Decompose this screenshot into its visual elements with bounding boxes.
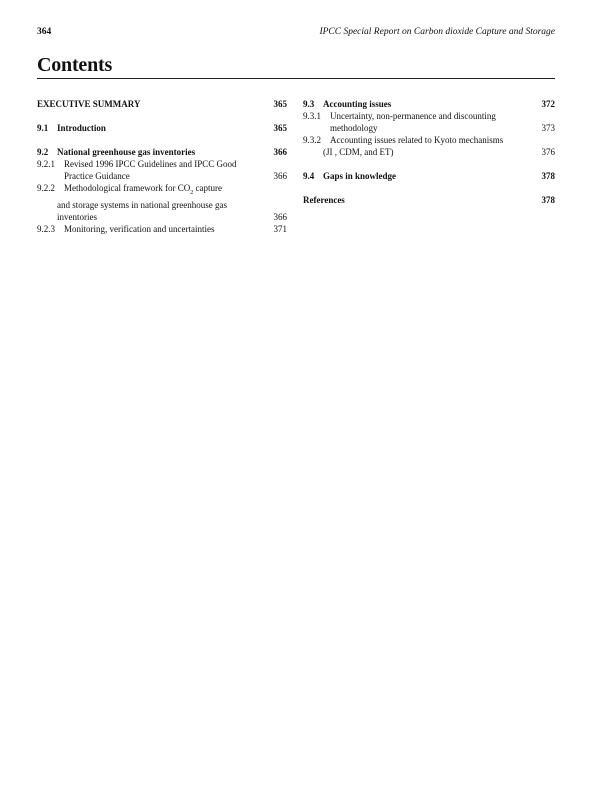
page-title: Contents [37, 54, 113, 76]
toc-entry-title-continued: inventories [57, 211, 97, 222]
toc-entry-title: Accounting issues related to Kyoto mechanisms [330, 135, 504, 145]
toc-entry-title-continued: methodology [330, 123, 378, 133]
title-rule [37, 78, 555, 79]
toc-entry-title: Revised 1996 IPCC Guidelines and IPCC Good [64, 159, 237, 169]
toc-entry-number: 9.2.2 [37, 183, 55, 193]
co2-subscript: 2 [190, 189, 194, 196]
toc-entry-title-continued: Practice Guidance [64, 171, 130, 181]
toc-entry-references [303, 194, 555, 206]
toc-entry-page: 366 [273, 211, 287, 222]
toc-entry-number: 9.2 [37, 147, 49, 157]
toc-column-left [37, 98, 287, 235]
page-header [37, 27, 555, 41]
toc-entry-title: Accounting issues [323, 99, 392, 109]
page-number: 364 [37, 27, 52, 37]
toc-entry-9-3-2 [303, 134, 555, 158]
toc-entry-9-3-1 [303, 110, 555, 134]
toc-entry-number: 9.2.3 [37, 223, 55, 234]
toc-entry-title: Monitoring, verification and uncertainties [64, 223, 215, 234]
toc-entry-title: National greenhouse gas inventories [57, 147, 196, 157]
toc-entry-page: 373 [541, 123, 555, 133]
toc-entry-page: 378 [541, 195, 555, 205]
running-title: IPCC Special Report on Carbon dioxide Capture and Storage [319, 27, 555, 37]
toc-entry-9-2 [37, 146, 287, 158]
toc-entry-page: 365 [273, 99, 287, 109]
toc-entry-title-continued: (JI , CDM, and ET) [323, 147, 394, 157]
toc-entry-9-2-1 [37, 158, 287, 182]
toc-entry-9-1 [37, 122, 287, 134]
toc-entry-page: 378 [541, 171, 555, 181]
toc-entry-page: 371 [273, 223, 287, 234]
toc-entry-9-4 [303, 170, 555, 182]
toc-entry-9-3 [303, 98, 555, 110]
toc-entry-number: 9.3.1 [303, 111, 321, 121]
toc-entry-title-suffix: capture [193, 183, 222, 193]
toc-entry-page: 366 [273, 147, 287, 157]
toc-entry-9-2-3 [37, 223, 287, 235]
toc-entry-number: 9.3 [303, 99, 315, 109]
toc-entry-title: Methodological framework for CO [64, 183, 191, 193]
toc-entry-page: 376 [541, 147, 555, 157]
toc-entry-title: EXECUTIVE SUMMARY [37, 99, 141, 109]
toc-entry-number: 9.1 [37, 123, 49, 133]
toc-entry-page: 365 [273, 123, 287, 133]
toc-entry-page: 372 [541, 99, 555, 109]
toc-entry-title: Gaps in knowledge [323, 171, 397, 181]
toc-entry-executive-summary [37, 98, 287, 110]
toc-entry-title: Uncertainty, non-permanence and discounting [330, 111, 496, 121]
toc-entry-title-continued: and storage systems in national greenhouse gas [57, 199, 227, 210]
toc-entry-page: 366 [273, 171, 287, 181]
toc-entry-title: References [303, 195, 345, 205]
toc-entry-title: Introduction [57, 123, 106, 133]
toc-column-right [303, 98, 555, 206]
toc-entry-number: 9.2.1 [37, 159, 55, 169]
toc-entry-number: 9.4 [303, 171, 315, 181]
toc-entry-9-2-2 [37, 182, 287, 223]
toc-entry-number: 9.3.2 [303, 135, 321, 145]
